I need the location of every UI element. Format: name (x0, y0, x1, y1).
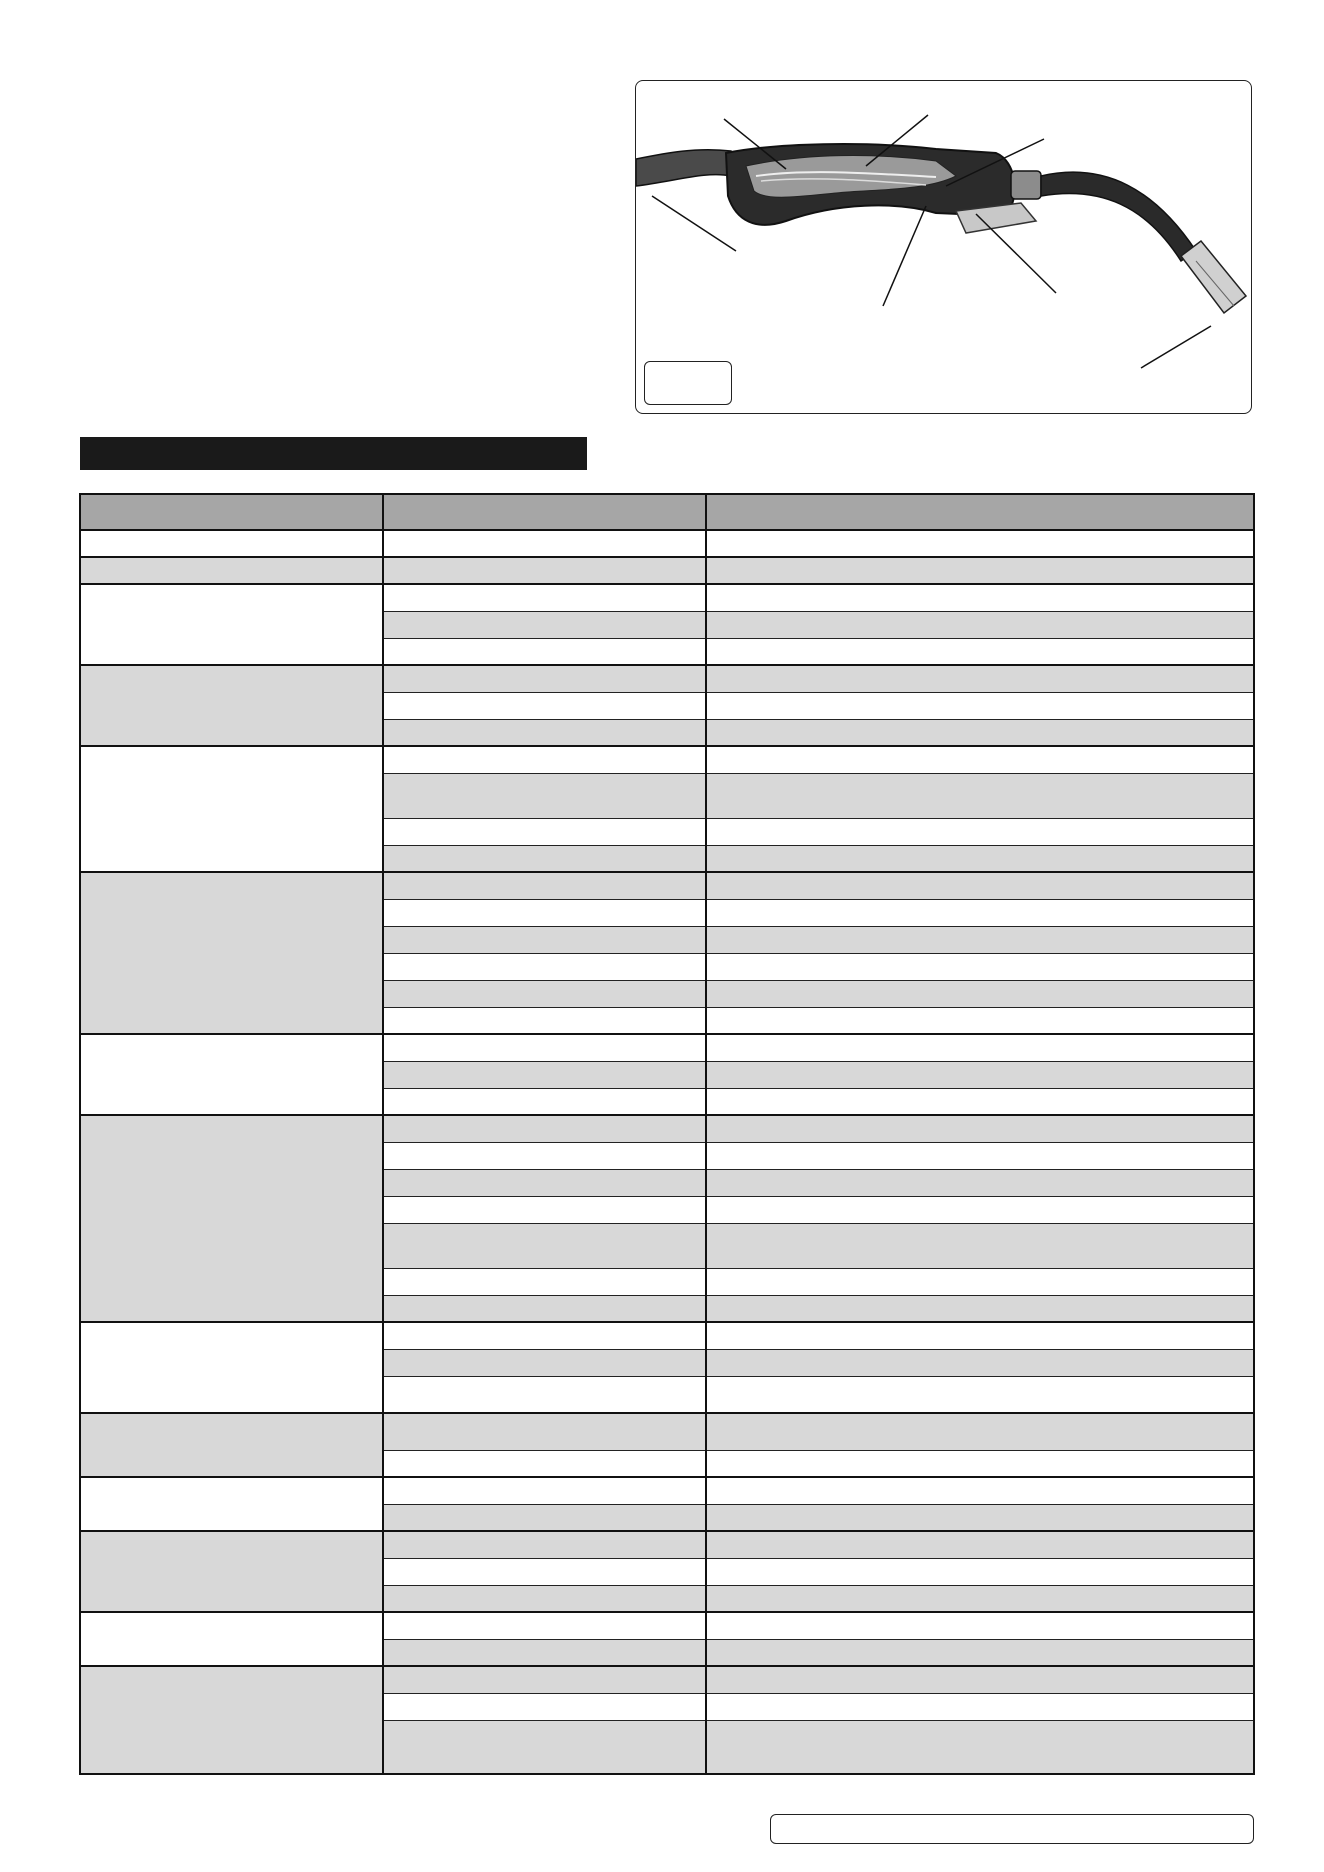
remedy-cell (706, 1142, 1254, 1169)
table-row (80, 1115, 1254, 1142)
remedy-cell (706, 1223, 1254, 1268)
cause-cell (383, 1693, 706, 1720)
cause-cell (383, 746, 706, 773)
remedy-cell (706, 1349, 1254, 1376)
remedy-cell (706, 1558, 1254, 1585)
cause-cell (383, 872, 706, 899)
cause-cell (383, 1450, 706, 1477)
table-row (80, 1322, 1254, 1349)
cause-cell (383, 1322, 706, 1349)
table-row (80, 584, 1254, 611)
cause-cell (383, 1477, 706, 1504)
cause-cell (383, 1639, 706, 1666)
cause-cell (383, 1061, 706, 1088)
cause-cell (383, 1531, 706, 1558)
cause-cell (383, 1376, 706, 1413)
symptom-cell (80, 1477, 383, 1531)
section-title-bar (80, 437, 587, 470)
remedy-cell (706, 1720, 1254, 1774)
symptom-cell (80, 557, 383, 584)
symptom-cell (80, 665, 383, 746)
remedy-cell (706, 692, 1254, 719)
remedy-cell (706, 1477, 1254, 1504)
cause-cell (383, 845, 706, 872)
table-row (80, 872, 1254, 899)
cable-hose (636, 150, 731, 186)
cause-cell (383, 557, 706, 584)
table-row (80, 665, 1254, 692)
table-row (80, 1666, 1254, 1693)
symptom-cell (80, 530, 383, 557)
cause-cell (383, 1115, 706, 1142)
remedy-cell (706, 872, 1254, 899)
table-row (80, 1034, 1254, 1061)
table-body (80, 530, 1254, 1774)
symptom-cell (80, 1115, 383, 1322)
cause-cell (383, 1295, 706, 1322)
remedy-cell (706, 665, 1254, 692)
table-row (80, 1612, 1254, 1639)
figure-label (644, 361, 732, 405)
table-row (80, 1413, 1254, 1450)
remedy-cell (706, 773, 1254, 818)
symptom-cell (80, 1413, 383, 1477)
cause-cell (383, 665, 706, 692)
symptom-cell (80, 1322, 383, 1413)
swan-neck (1041, 172, 1196, 261)
symptom-cell (80, 746, 383, 872)
cause-cell (383, 638, 706, 665)
cause-cell (383, 1666, 706, 1693)
cause-cell (383, 818, 706, 845)
remedy-cell (706, 1061, 1254, 1088)
cause-cell (383, 1088, 706, 1115)
remedy-cell (706, 818, 1254, 845)
table-row (80, 530, 1254, 557)
cause-cell (383, 1007, 706, 1034)
remedy-cell (706, 557, 1254, 584)
header-symptom (80, 494, 383, 530)
cause-cell (383, 530, 706, 557)
remedy-cell (706, 1295, 1254, 1322)
remedy-cell (706, 1666, 1254, 1693)
table-row (80, 746, 1254, 773)
cause-cell (383, 584, 706, 611)
remedy-cell (706, 1196, 1254, 1223)
cause-cell (383, 1504, 706, 1531)
symptom-cell (80, 1666, 383, 1774)
cause-cell (383, 1142, 706, 1169)
symptom-cell (80, 1034, 383, 1115)
table-row (80, 557, 1254, 584)
remedy-cell (706, 1169, 1254, 1196)
symptom-cell (80, 1612, 383, 1666)
remedy-cell (706, 899, 1254, 926)
remedy-cell (706, 1693, 1254, 1720)
cause-cell (383, 1034, 706, 1061)
cause-cell (383, 926, 706, 953)
remedy-cell (706, 1088, 1254, 1115)
table-header-row (80, 494, 1254, 530)
symptom-cell (80, 1531, 383, 1612)
cause-cell (383, 980, 706, 1007)
cause-cell (383, 1169, 706, 1196)
callout-line (976, 214, 1056, 293)
swan-neck-nut (1011, 171, 1041, 199)
callout-line (883, 206, 926, 306)
remedy-cell (706, 1034, 1254, 1061)
symptom-cell (80, 872, 383, 1034)
table-row (80, 1531, 1254, 1558)
remedy-cell (706, 980, 1254, 1007)
remedy-cell (706, 1376, 1254, 1413)
cause-cell (383, 719, 706, 746)
remedy-cell (706, 746, 1254, 773)
remedy-cell (706, 1585, 1254, 1612)
cause-cell (383, 692, 706, 719)
remedy-cell (706, 719, 1254, 746)
cause-cell (383, 611, 706, 638)
torch-figure (635, 80, 1252, 414)
cause-cell (383, 1268, 706, 1295)
cause-cell (383, 1413, 706, 1450)
cause-cell (383, 1720, 706, 1774)
cause-cell (383, 1558, 706, 1585)
table-row (80, 1477, 1254, 1504)
remedy-cell (706, 638, 1254, 665)
cause-cell (383, 953, 706, 980)
remedy-cell (706, 1413, 1254, 1450)
cause-cell (383, 899, 706, 926)
remedy-cell (706, 845, 1254, 872)
remedy-cell (706, 1531, 1254, 1558)
remedy-cell (706, 1322, 1254, 1349)
cause-cell (383, 1223, 706, 1268)
remedy-cell (706, 1115, 1254, 1142)
footer-box (770, 1814, 1254, 1844)
remedy-cell (706, 926, 1254, 953)
remedy-cell (706, 584, 1254, 611)
callout-line (1141, 326, 1211, 368)
cause-cell (383, 1612, 706, 1639)
remedy-cell (706, 953, 1254, 980)
cause-cell (383, 1196, 706, 1223)
remedy-cell (706, 1450, 1254, 1477)
cause-cell (383, 773, 706, 818)
callout-line (652, 196, 736, 251)
remedy-cell (706, 1612, 1254, 1639)
remedy-cell (706, 1639, 1254, 1666)
cause-cell (383, 1585, 706, 1612)
cause-cell (383, 1349, 706, 1376)
nozzle (1181, 241, 1246, 313)
remedy-cell (706, 611, 1254, 638)
symptom-cell (80, 584, 383, 665)
remedy-cell (706, 1504, 1254, 1531)
header-cause (383, 494, 706, 530)
troubleshooting-table (79, 493, 1255, 1775)
header-remedy (706, 494, 1254, 530)
remedy-cell (706, 1007, 1254, 1034)
remedy-cell (706, 530, 1254, 557)
remedy-cell (706, 1268, 1254, 1295)
